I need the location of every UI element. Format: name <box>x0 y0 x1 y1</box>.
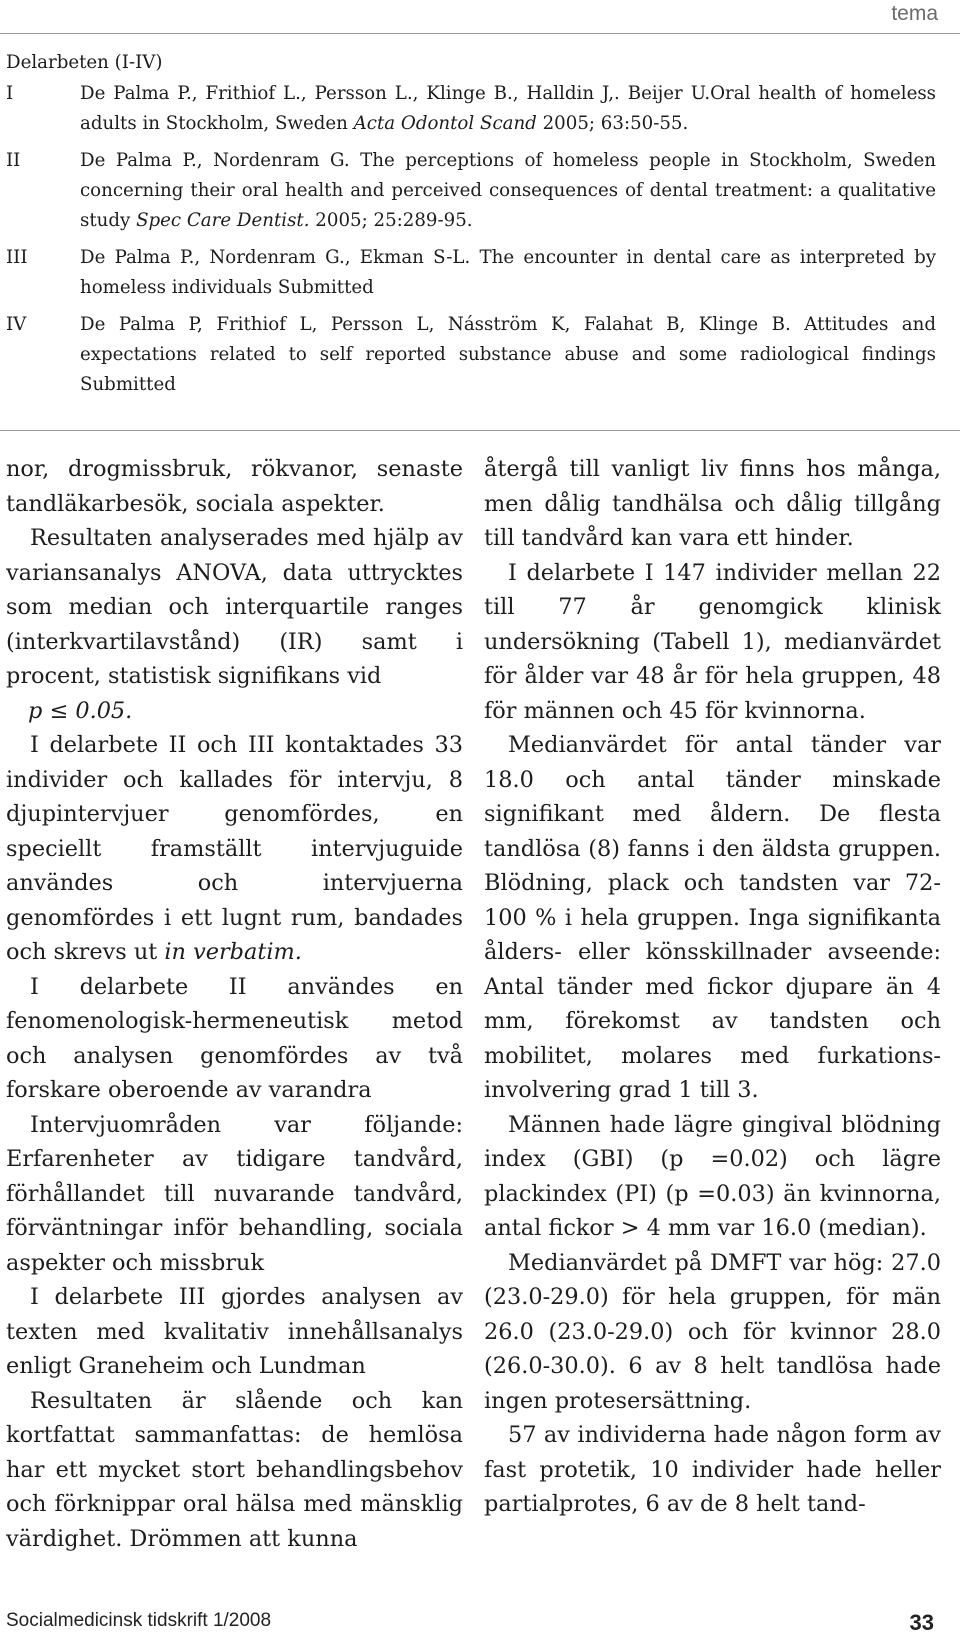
paragraph: Medianvärdet på DMFT var hög: 27.0 (23.0-29.0) för hela gruppen, för män 26.0 (23.0-29.0) och för kvinnor 28.0 (26.0-30.0). 6 av 8 helt tandlösa hade ingen protesersättning. <box>484 1249 941 1414</box>
journal-footer: Socialmedicinsk tidskrift 1/2008 <box>6 1610 272 1631</box>
section-tag: tema <box>891 2 938 25</box>
reference-number: I <box>6 83 14 104</box>
paragraph: I delarbete III gjordes analysen av texten med kvalitativ innehållsanalys enligt Graneheim och Lundman <box>6 1284 463 1379</box>
paragraph: nor, drogmissbruk, rökvanor, senaste tandläkarbesök, sociala aspekter. <box>6 456 463 517</box>
reference-item <box>6 243 936 303</box>
left-column <box>6 452 463 1556</box>
section-rule <box>0 430 960 431</box>
journal-name: Spec Care Dentist. <box>136 210 310 231</box>
page-footer <box>6 1610 934 1636</box>
reference-number: IV <box>6 314 27 335</box>
paragraph: återgå till vanligt liv finns hos många, men dålig tandhälsa och dålig tillgång till tandvård kan vara ett hinder. <box>484 456 941 551</box>
paragraph: Männen hade lägre gingival blödning index (GBI) (p =0.02) och lägre plackindex (PI) (p =0.03) än kvinnorna, antal fickor > 4 mm var 16.0 (median). <box>484 1111 941 1241</box>
reference-item <box>6 79 936 139</box>
paragraph: Intervjuområden var följande: Erfarenheter av tidigare tandvård, förhållandet till nuvarande tandvård, förväntningar inför behandling, sociala aspekter och missbruk <box>6 1111 463 1276</box>
paragraph: Resultaten analyserades med hjälp av variansanalys ANOVA, data uttrycktes som median och interquartile ranges (interkvartilavstånd) (IR) samt i procent, statistisk signifikans vid p ≤ 0.05. <box>6 525 463 724</box>
page-number: 33 <box>909 1610 934 1635</box>
journal-name: Acta Odontol Scand <box>353 113 537 134</box>
references-title: Delarbeten (I-IV) <box>6 52 163 73</box>
reference-number: II <box>6 150 21 171</box>
reference-text: De Palma P., Frithiof L., Persson L., Klinge B., Halldin J,. Beijer U.Oral health of homeless adults in Stockholm, Sweden Acta Odontol Scand 2005; 63:50-55. <box>80 83 936 134</box>
paragraph: I delarbete I 147 individer mellan 22 till 77 år genomgick klinisk undersökning (Tabell 1), medianvärdet för ålder var 48 år för hela gruppen, 48 för männen och 45 för kvinnorna. <box>484 559 941 724</box>
reference-text: De Palma P., Nordenram G. The perceptions of homeless people in Stockholm, Sweden concerning their oral health and perceived consequences of dental treatment: a qualitative study Spec Care Dentist. 2005; 25:289-95. <box>80 150 936 231</box>
reference-text: De Palma P, Frithiof L, Persson L, Násström K, Falahat B, Klinge B. Attitudes and expectations related to self reported substance abuse and some radiological findings Submitted <box>80 314 936 395</box>
paragraph: 57 av individerna hade någon form av fast protetik, 10 individer hade heller partialprotes, 6 av de 8 helt tand- <box>484 1422 941 1517</box>
paragraph: Resultaten är slående och kan kortfattat sammanfattas: de hemlösa har ett mycket stort behandlingsbehov och förknippar oral hälsa med mänsklig värdighet. Drömmen att kunna <box>6 1387 463 1552</box>
reference-item <box>6 310 936 400</box>
top-rule <box>0 33 960 34</box>
reference-number: III <box>6 247 28 268</box>
reference-text: De Palma P., Nordenram G., Ekman S-L. The encounter in dental care as interpreted by homeless individuals Submitted <box>80 247 936 298</box>
right-column <box>484 452 941 1522</box>
paragraph: I delarbete II och III kontaktades 33 individer och kallades för intervju, 8 djupintervjuer genomfördes, en speciellt framställt intervjuguide användes och intervjuerna genomfördes i ett lugnt rum, bandades och skrevs ut in verbatim. <box>6 732 463 965</box>
italic-phrase: in verbatim. <box>164 939 302 965</box>
reference-item <box>6 146 936 236</box>
paragraph: Medianvärdet för antal tänder var 18.0 och antal tänder minskade signifikant med åldern. De flesta tandlösa (8) fanns i den äldsta gruppen. Blödning, plack och tandsten var 72-100 % i hela gruppen. Inga signifikanta ålders- eller könsskillnader avseende: Antal tänder med fickor djupare än 4 mm, förekomst av tandsten och mobilitet, molares med furkations- involvering grad 1 till 3. <box>484 732 941 1103</box>
significance-value: p ≤ 0.05. <box>28 697 133 724</box>
paragraph: I delarbete II användes en fenomenologisk-hermeneutisk metod och analysen genomfördes av två forskare oberoende av varandra <box>6 973 463 1103</box>
references-box <box>6 48 936 407</box>
